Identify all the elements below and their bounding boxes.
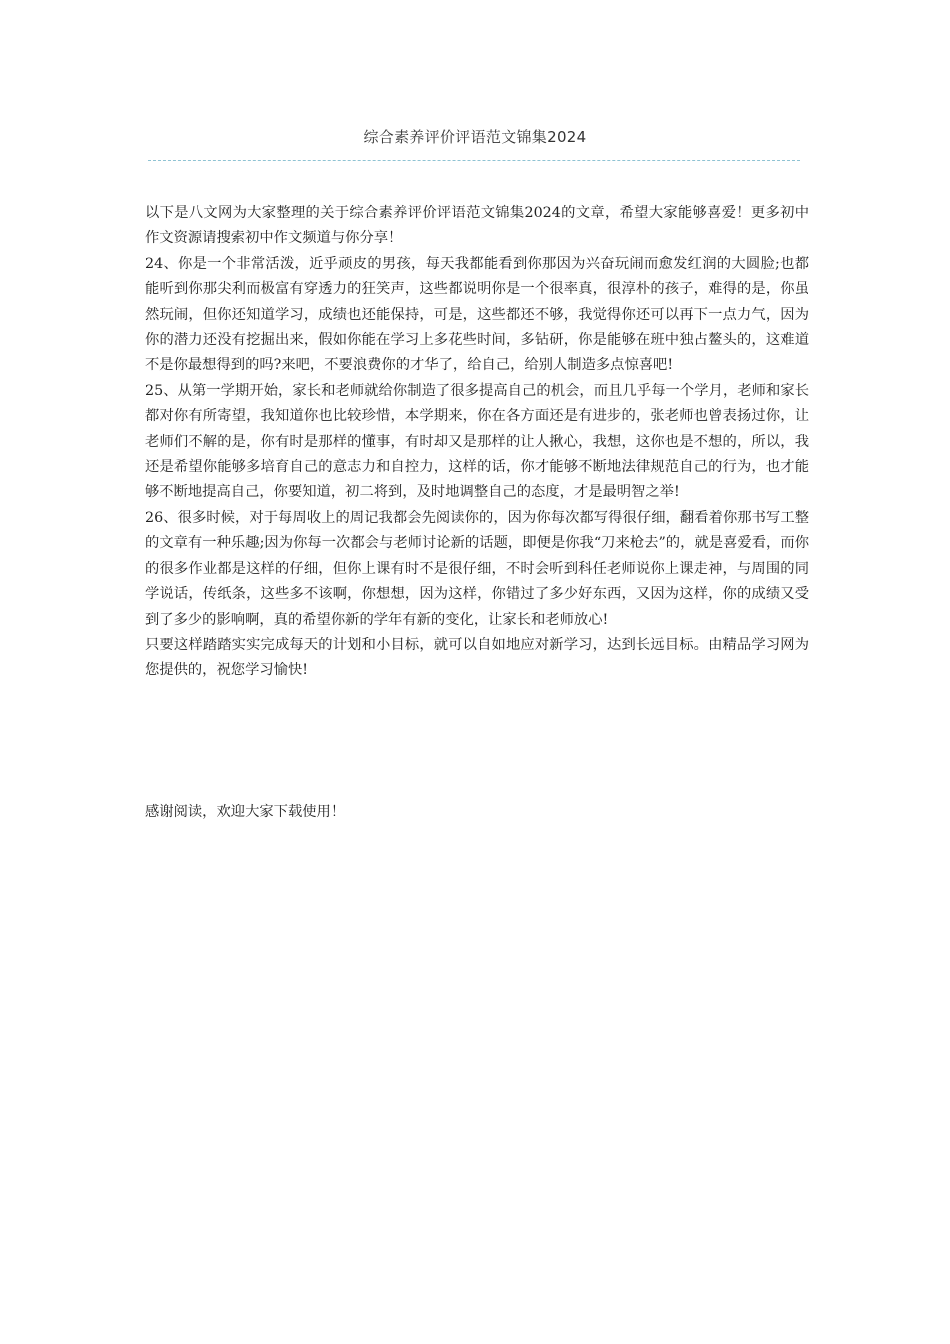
comment-paragraph-26: 26、很多时候，对于每周收上的周记我都会先阅读你的，因为你每次都写得很仔细，翻看着你那书写工整的文章有一种乐趣;因为你每一次都会与老师讨论新的话题，即便是你我“刀来枪去”的，就是喜爱看，而你的很多作业都是这样的仔细，但你上课有时不是很仔细，不时会听到科任老师说你上课走神，与周围的同学说话，传纸条，这些多不该啊，你想想，因为这样，你错过了多少好东西，又因为这样，你的成绩又受到了多少的影响啊，真的希望你新的学年有新的变化，让家长和老师放心! [145,509,809,628]
document-title: 综合素养评价评语范文锦集2024 [363,128,587,146]
document-body [145,201,809,684]
conclusion-paragraph: 只要这样踏踏实实完成每天的计划和小目标，就可以自如地应对新学习，达到长远目标。由精品学习网为您提供的，祝您学习愉快! [145,636,809,679]
title-divider [148,160,800,161]
closing-note: 感谢阅读，欢迎大家下载使用！ [145,804,346,820]
comment-paragraph-25: 25、从第一学期开始，家长和老师就给你制造了很多提高自己的机会，而且几乎每一个学月，老师和家长都对你有所寄望，我知道你也比较珍惜，本学期来，你在各方面还是有进步的，张老师也曾表扬过你，让老师们不解的是，你有时是那样的懂事，有时却又是那样的让人揪心，我想，这你也是不想的，所以，我还是希望你能够多培育自己的意志力和自控力，这样的话，你才能够不断地法律规范自己的行为，也才能够不断地提高自己，你要知道，初二将到，及时地调整自己的态度，才是最明智之举! [145,382,809,501]
intro-paragraph: 以下是八文网为大家整理的关于综合素养评价评语范文锦集2024的文章，希望大家能够喜爱！更多初中作文资源请搜索初中作文频道与你分享！ [145,205,809,247]
comment-paragraph-24: 24、你是一个非常活泼，近乎顽皮的男孩，每天我都能看到你那因为兴奋玩闹而愈发红润的大圆脸;也都能听到你那尖利而极富有穿透力的狂笑声，这些都说明你是一个很率真，很淳朴的孩子，难得的是，你虽然玩闹，但你还知道学习，成绩也还能保持，可是，这些都还不够，我觉得你还可以再下一点力气，因为你的潜力还没有挖掘出来，假如你能在学习上多花些时间，多钻研，你是能够在班中独占鳌头的，这难道不是你最想得到的吗?来吧，不要浪费你的才华了，给自己，给别人制造多点惊喜吧! [145,255,809,374]
